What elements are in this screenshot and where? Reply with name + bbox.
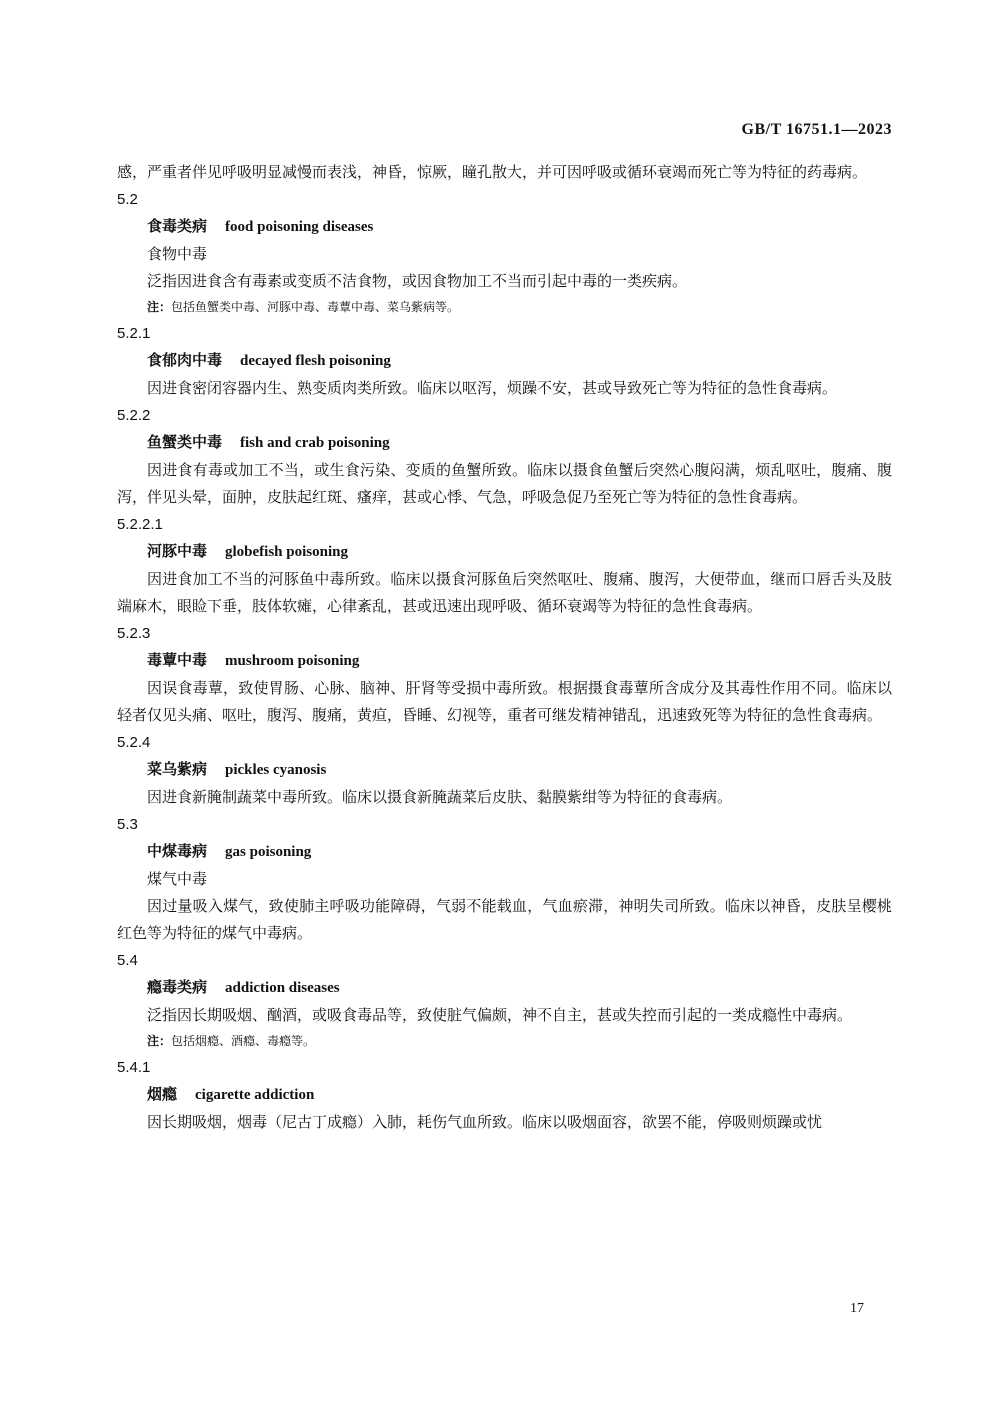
term-heading [147,756,892,784]
term-chinese: 食毒类病 [147,217,208,235]
section-number: 5.2.4 [117,734,151,751]
term-english: mushroom poisoning [225,653,360,669]
term-english: decayed flesh poisoning [240,353,391,369]
section-number: 5.2 [117,191,138,208]
term-english: addiction diseases [225,980,340,996]
term-chinese: 食郁肉中毒 [147,351,223,369]
term-heading [147,647,892,675]
note-text: 包括烟瘾、酒瘾、毒瘾等。 [171,1034,316,1048]
term-heading [147,347,892,375]
term-english: cigarette addiction [195,1087,315,1103]
paragraph: 因进食加工不当的河豚鱼中毒所致。临床以摄食河豚鱼后突然呕吐、腹痛、腹泻，大便带血，继而口唇舌头及肢端麻木，眼睑下垂，肢体软瘫，心律紊乱，甚或迅速出现呼吸、循环衰竭等为特征的急性食毒病。 [117,570,892,615]
term-heading [147,538,892,566]
term-chinese: 毒蕈中毒 [147,651,208,669]
section-number: 5.2.2 [117,407,151,424]
term-heading [147,429,892,457]
section-number: 5.2.3 [117,625,151,642]
term-synonym: 食物中毒 [147,245,208,263]
term-heading [147,1081,892,1109]
standard-code: GB/T 16751.1—2023 [741,121,892,138]
section-number: 5.3 [117,816,138,833]
term-chinese: 中煤毒病 [147,842,208,860]
term-synonym: 煤气中毒 [147,870,208,888]
term-chinese: 瘾毒类病 [147,978,208,996]
term-chinese: 烟瘾 [147,1085,178,1103]
paragraph: 因过量吸入煤气，致使肺主呼吸功能障碍，气弱不能载血，气血瘀滞，神明失司所致。临床以神昏，皮肤呈樱桃红色等为特征的煤气中毒病。 [117,897,892,942]
paragraph: 感，严重者伴见呼吸明显减慢而表浅，神昏，惊厥，瞳孔散大，并可因呼吸或循环衰竭而死亡等为特征的药毒病。 [117,163,868,181]
paragraph: 因长期吸烟，烟毒（尼古丁成瘾）入肺，耗伤气血所致。临床以吸烟面容，欲罢不能，停吸则烦躁或忧 [147,1113,823,1131]
term-english: food poisoning diseases [225,219,374,235]
note-label: 注： [147,1034,172,1048]
section-number: 5.2.2.1 [117,516,163,533]
term-english: gas poisoning [225,844,312,860]
paragraph: 因进食有毒或加工不当，或生食污染、变质的鱼蟹所致。临床以摄食鱼蟹后突然心腹闷满，烦乱呕吐，腹痛、腹泻，伴见头晕，面肿，皮肤起红斑、瘙痒，甚或心悸、气急，呼吸急促乃至死亡等为特征的急性食毒病。 [117,461,892,506]
paragraph: 因进食新腌制蔬菜中毒所致。临床以摄食新腌蔬菜后皮肤、黏膜紫绀等为特征的食毒病。 [147,788,733,806]
term-chinese: 菜乌紫病 [147,760,208,778]
paragraph: 因误食毒蕈，致使胃肠、心脉、脑神、肝肾等受损中毒所致。根据摄食毒蕈所含成分及其毒性作用不同。临床以轻者仅见头痛、呕吐，腹泻、腹痛，黄疸，昏睡、幻视等，重者可继发精神错乱，迅速致死等为特征的急性食毒病。 [117,679,892,724]
term-heading [147,974,892,1002]
term-english: globefish poisoning [225,544,348,560]
term-heading [147,213,892,241]
page-number: 17 [850,1301,864,1316]
term-chinese: 河豚中毒 [147,542,208,560]
paragraph: 泛指因长期吸烟、酗酒，或吸食毒品等，致使脏气偏颇，神不自主，甚或失控而引起的一类成瘾性中毒病。 [147,1006,853,1024]
term-chinese: 鱼蟹类中毒 [147,433,223,451]
paragraph: 泛指因进食含有毒素或变质不洁食物，或因食物加工不当而引起中毒的一类疾病。 [147,272,688,290]
section-number: 5.4 [117,952,138,969]
note-label: 注： [147,300,172,314]
term-english: pickles cyanosis [225,762,327,778]
term-heading [147,838,892,866]
document-body [117,159,892,1136]
note [147,295,892,320]
section-number: 5.2.1 [117,325,151,342]
section-number: 5.4.1 [117,1059,151,1076]
paragraph: 因进食密闭容器内生、熟变质肉类所致。临床以呕泻，烦躁不安，甚或导致死亡等为特征的急性食毒病。 [147,379,838,397]
note [147,1029,892,1054]
note-text: 包括鱼蟹类中毒、河豚中毒、毒蕈中毒、菜乌紫病等。 [171,300,460,314]
term-english: fish and crab poisoning [240,435,390,451]
